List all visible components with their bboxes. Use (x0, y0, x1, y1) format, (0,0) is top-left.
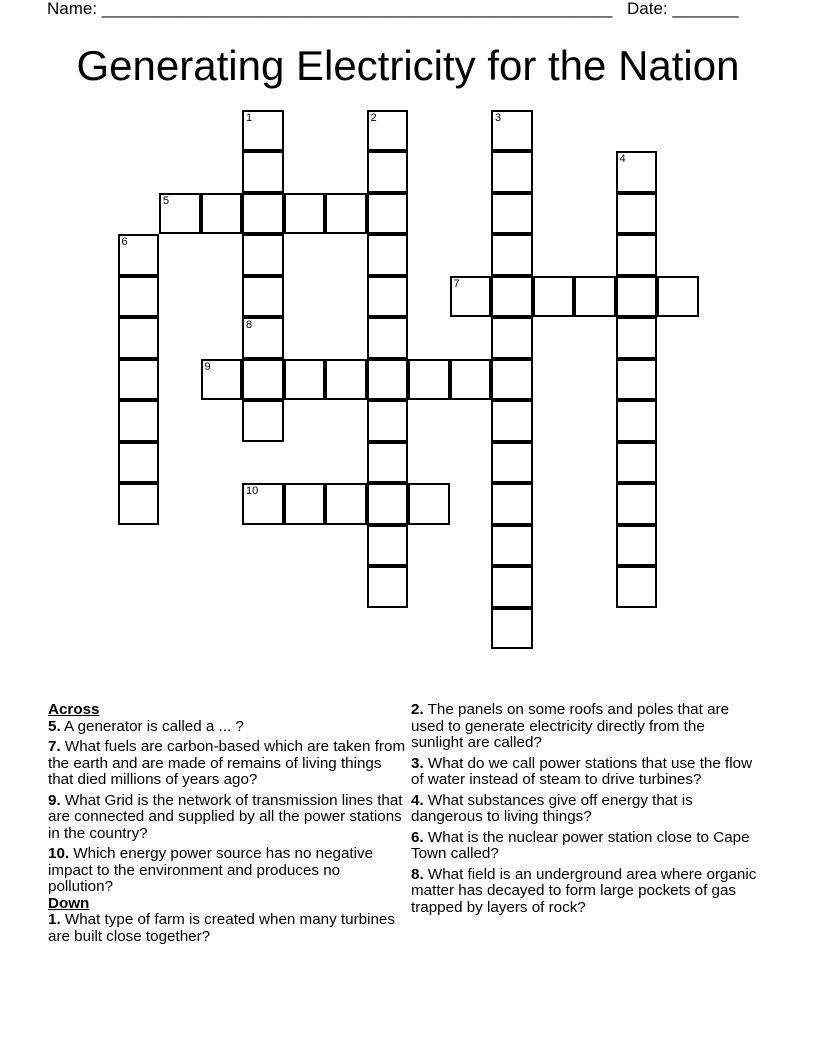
grid-cell[interactable] (367, 193, 409, 235)
grid-cell[interactable] (367, 317, 409, 359)
grid-cell[interactable] (284, 359, 326, 401)
grid-cell[interactable] (491, 608, 533, 650)
grid-cell[interactable] (367, 400, 409, 442)
puzzle-title: Generating Electricity for the Nation (76, 42, 740, 89)
clue-text: What Grid is the network of transmission lines that are connected and supplied by all the power stations in the country? (48, 791, 403, 842)
clue-down-3 (411, 756, 761, 789)
clue-number: 2. (411, 701, 424, 718)
clue-number: 5. (48, 717, 61, 735)
cell-number: 7 (453, 277, 460, 290)
down-heading: Down (48, 894, 90, 912)
grid-cell[interactable] (367, 483, 409, 525)
clue-text: The panels on some roofs and poles that are used to generate electricity directly from the sunlight are called? (411, 701, 730, 751)
across-heading: Across (48, 701, 100, 718)
clue-text: What substances give off energy that is dangerous to living things? (411, 791, 693, 825)
clue-text: What is the nuclear power station close to Cape Town called? (411, 828, 750, 862)
clue-across-7 (48, 739, 408, 789)
grid-cell[interactable] (242, 483, 284, 525)
grid-cell[interactable] (242, 234, 284, 276)
grid-cell[interactable] (491, 525, 533, 567)
grid-cell[interactable] (242, 400, 284, 442)
clue-text: What field is an underground area where organic matter has decayed to form large pockets of gas trapped by layers of rock? (411, 865, 757, 916)
grid-cell[interactable] (491, 110, 533, 152)
grid-cell[interactable] (450, 276, 492, 318)
grid-cell[interactable] (118, 317, 160, 359)
clue-text: A generator is called a ... ? (60, 717, 244, 735)
clues-column-left (48, 702, 408, 949)
grid-cell[interactable] (118, 442, 160, 484)
grid-cell[interactable] (325, 193, 367, 235)
grid-cell[interactable] (657, 276, 699, 318)
clue-text: What do we call power stations that use the flow of water instead of steam to drive turbines? (411, 754, 753, 788)
grid-cell[interactable] (491, 151, 533, 193)
grid-cell[interactable] (284, 483, 326, 525)
grid-cell[interactable] (574, 276, 616, 318)
grid-cell[interactable] (367, 151, 409, 193)
grid-cell[interactable] (491, 566, 533, 608)
clue-number: 7. (48, 738, 61, 755)
grid-cell[interactable] (616, 400, 658, 442)
grid-cell[interactable] (616, 276, 658, 318)
grid-cell[interactable] (491, 234, 533, 276)
clue-across-10 (48, 846, 408, 896)
clue-number: 10. (48, 845, 70, 862)
grid-cell[interactable] (408, 359, 450, 401)
cell-number: 9 (204, 360, 211, 373)
clue-down-2 (411, 702, 761, 752)
grid-cell[interactable] (616, 525, 658, 567)
grid-cell[interactable] (616, 483, 658, 525)
cell-number: 6 (121, 236, 128, 248)
grid-cell[interactable] (491, 400, 533, 442)
grid-cell[interactable] (367, 234, 409, 276)
grid-cell[interactable] (118, 359, 160, 401)
grid-cell[interactable] (408, 483, 450, 525)
grid-cell[interactable] (118, 400, 160, 442)
clue-down-8 (411, 867, 761, 917)
grid-cell[interactable] (367, 276, 409, 318)
clue-text: What fuels are carbon-based which are taken from the earth and are made of remains of living things that died millions of years ago? (48, 738, 406, 788)
clue-across-9 (48, 793, 408, 843)
clue-number: 8. (411, 865, 424, 883)
cell-number: 3 (495, 111, 502, 124)
grid-cell[interactable] (491, 483, 533, 525)
grid-cell[interactable] (242, 193, 284, 235)
grid-cell[interactable] (491, 193, 533, 235)
grid-cell[interactable] (533, 276, 575, 318)
grid-cell[interactable] (118, 483, 160, 525)
grid-cell[interactable] (367, 110, 409, 152)
grid-cell[interactable] (242, 276, 284, 318)
grid-cell[interactable] (616, 566, 658, 608)
name-field[interactable]: Name: ______________________________________________________ (47, 0, 613, 18)
grid-cell[interactable] (616, 442, 658, 484)
clue-number: 4. (411, 791, 424, 809)
clue-across-5 (48, 719, 408, 736)
cell-number: 10 (246, 485, 259, 497)
grid-cell[interactable] (284, 193, 326, 235)
grid-cell[interactable] (491, 442, 533, 484)
clue-down-6 (411, 830, 761, 863)
grid-cell[interactable] (201, 193, 243, 235)
grid-cell[interactable] (616, 234, 658, 276)
clue-number: 9. (48, 791, 61, 809)
cell-number: 8 (246, 319, 253, 331)
grid-cell[interactable] (491, 317, 533, 359)
grid-cell[interactable] (118, 276, 160, 318)
grid-cell[interactable] (242, 317, 284, 359)
clue-text: Which energy power source has no negative impact to the environment and produces no pollution? (48, 845, 374, 895)
grid-cell[interactable] (367, 525, 409, 567)
grid-cell[interactable] (367, 442, 409, 484)
grid-cell[interactable] (367, 566, 409, 608)
grid-cell[interactable] (616, 193, 658, 235)
grid-cell[interactable] (242, 110, 284, 152)
clue-number: 6. (411, 828, 424, 846)
cell-number: 4 (619, 153, 626, 165)
grid-cell[interactable] (491, 276, 533, 318)
clue-down-4 (411, 793, 761, 826)
grid-cell[interactable] (242, 151, 284, 193)
grid-cell[interactable] (242, 359, 284, 401)
cell-number: 5 (163, 194, 170, 207)
grid-cell[interactable] (118, 234, 160, 276)
clue-number: 3. (411, 754, 424, 772)
cell-number: 1 (246, 111, 253, 124)
grid-cell[interactable] (616, 359, 658, 401)
cell-number: 2 (370, 111, 377, 124)
grid-cell[interactable] (450, 359, 492, 401)
grid-cell[interactable] (159, 193, 201, 235)
grid-cell[interactable] (616, 151, 658, 193)
grid-cell[interactable] (201, 359, 243, 401)
date-field[interactable]: Date: _______ (627, 0, 739, 18)
grid-cell[interactable] (491, 359, 533, 401)
clue-number: 1. (48, 911, 61, 928)
clue-text: What type of farm is created when many turbines are built close together? (48, 911, 395, 945)
grid-cell[interactable] (325, 359, 367, 401)
clues-column-right (411, 702, 761, 920)
grid-cell[interactable] (616, 317, 658, 359)
grid-cell[interactable] (325, 483, 367, 525)
grid-cell[interactable] (367, 359, 409, 401)
clue-down-1 (48, 912, 408, 945)
